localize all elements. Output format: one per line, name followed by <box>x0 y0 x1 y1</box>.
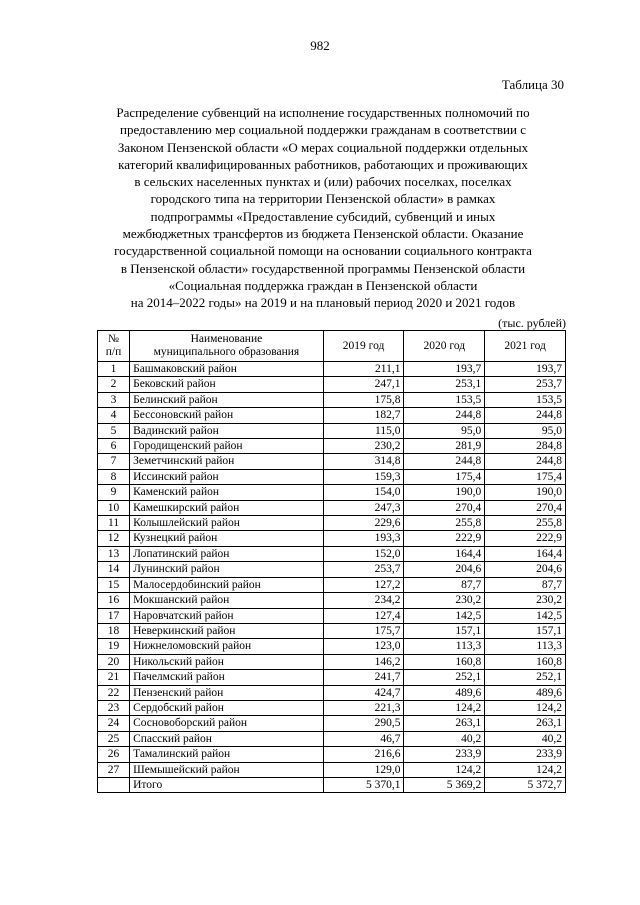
value-2019: 152,0 <box>323 546 404 561</box>
value-2021: 160,8 <box>485 654 566 669</box>
table-row <box>98 577 566 592</box>
subventions-table <box>97 330 566 793</box>
value-2020: 95,0 <box>404 423 485 438</box>
row-number: 18 <box>98 623 130 638</box>
table-header-row <box>98 331 566 362</box>
value-2019: 247,1 <box>323 377 404 392</box>
row-number: 4 <box>98 408 130 423</box>
value-2020: 233,9 <box>404 747 485 762</box>
value-2020: 175,4 <box>404 469 485 484</box>
title-line: «Социальная поддержка граждан в Пензенской области <box>168 277 478 293</box>
table-row <box>98 546 566 561</box>
table-row <box>98 392 566 407</box>
row-number: 21 <box>98 670 130 685</box>
row-number: 8 <box>98 469 130 484</box>
value-2020: 244,8 <box>404 454 485 469</box>
municipality-name: Малосердобинский район <box>130 577 324 592</box>
value-2020: 124,2 <box>404 762 485 777</box>
total-row <box>98 777 566 792</box>
municipality-name: Бековский район <box>130 377 324 392</box>
value-2020: 190,0 <box>404 485 485 500</box>
value-2020: 142,5 <box>404 608 485 623</box>
title-line: предоставлению мер социальной поддержки гражданам в соответствии с <box>120 122 526 138</box>
table-row <box>98 485 566 500</box>
value-2019: 211,1 <box>323 362 404 377</box>
value-2020: 5 369,2 <box>404 777 485 792</box>
value-2019: 241,7 <box>323 670 404 685</box>
table-row <box>98 747 566 762</box>
row-number: 17 <box>98 608 130 623</box>
header-2020: 2020 год <box>404 331 485 362</box>
title-line: в Пензенской области» государственной программы Пензенской области <box>120 260 526 276</box>
value-2019: 221,3 <box>323 700 404 715</box>
value-2021: 244,8 <box>485 454 566 469</box>
value-2019: 193,3 <box>323 531 404 546</box>
table-row <box>98 731 566 746</box>
table-row <box>98 654 566 669</box>
municipality-name: Городищенский район <box>130 439 324 454</box>
row-number: 5 <box>98 423 130 438</box>
value-2021: 270,4 <box>485 500 566 515</box>
page-number: 982 <box>310 38 330 53</box>
municipality-name: Пензенский район <box>130 685 324 700</box>
municipality-name: Бессоновский район <box>130 408 324 423</box>
value-2021: 244,8 <box>485 408 566 423</box>
value-2020: 40,2 <box>404 731 485 746</box>
municipality-name: Белинский район <box>130 392 324 407</box>
value-2019: 175,7 <box>323 623 404 638</box>
municipality-name: Кузнецкий район <box>130 531 324 546</box>
row-number <box>98 777 130 792</box>
table-row <box>98 716 566 731</box>
header-number-line1: № <box>108 333 120 345</box>
row-number: 15 <box>98 577 130 592</box>
municipality-name: Шемышейский район <box>130 762 324 777</box>
value-2020: 230,2 <box>404 593 485 608</box>
value-2019: 129,0 <box>323 762 404 777</box>
table-row <box>98 685 566 700</box>
value-2019: 159,3 <box>323 469 404 484</box>
value-2019: 424,7 <box>323 685 404 700</box>
value-2021: 489,6 <box>485 685 566 700</box>
row-number: 20 <box>98 654 130 669</box>
table-label: Таблица 30 <box>501 77 564 92</box>
table-row <box>98 670 566 685</box>
row-number: 10 <box>98 500 130 515</box>
table-row <box>98 408 566 423</box>
value-2019: 216,6 <box>323 747 404 762</box>
table-row <box>98 377 566 392</box>
value-2019: 115,0 <box>323 423 404 438</box>
municipality-name: Лопатинский район <box>130 546 324 561</box>
value-2021: 253,7 <box>485 377 566 392</box>
table-row <box>98 439 566 454</box>
value-2020: 160,8 <box>404 654 485 669</box>
row-number: 2 <box>98 377 130 392</box>
value-2020: 113,3 <box>404 639 485 654</box>
row-number: 16 <box>98 593 130 608</box>
value-2021: 193,7 <box>485 362 566 377</box>
title-line: в сельских населенных пунктах и (или) рабочих поселках, поселках <box>134 174 512 190</box>
row-number: 11 <box>98 516 130 531</box>
title-line: городского типа на территории Пензенской области» в рамках <box>150 191 496 207</box>
table-row <box>98 516 566 531</box>
row-number: 22 <box>98 685 130 700</box>
row-number: 25 <box>98 731 130 746</box>
row-number: 27 <box>98 762 130 777</box>
value-2019: 234,2 <box>323 593 404 608</box>
value-2021: 95,0 <box>485 423 566 438</box>
header-name-line1: Наименование <box>190 333 263 345</box>
municipality-name: Сердобский район <box>130 700 324 715</box>
table-row <box>98 362 566 377</box>
municipality-name: Пачелмский район <box>130 670 324 685</box>
value-2019: 5 370,1 <box>323 777 404 792</box>
municipality-name: Итого <box>130 777 324 792</box>
value-2021: 252,1 <box>485 670 566 685</box>
value-2021: 175,4 <box>485 469 566 484</box>
table-row <box>98 500 566 515</box>
value-2019: 290,5 <box>323 716 404 731</box>
value-2019: 253,7 <box>323 562 404 577</box>
municipality-name: Тамалинский район <box>130 747 324 762</box>
title-line: Распределение субвенций на исполнение государственных полномочий по <box>116 105 530 120</box>
title-line: на 2014–2022 годы» на 2019 и на плановый период 2020 и 2021 годов <box>130 295 516 311</box>
value-2020: 253,1 <box>404 377 485 392</box>
municipality-name: Сосновоборский район <box>130 716 324 731</box>
value-2020: 489,6 <box>404 685 485 700</box>
value-2020: 263,1 <box>404 716 485 731</box>
municipality-name: Лунинский район <box>130 562 324 577</box>
value-2020: 164,4 <box>404 546 485 561</box>
units-label: (тыс. рублей) <box>498 316 566 330</box>
value-2021: 190,0 <box>485 485 566 500</box>
value-2021: 153,5 <box>485 392 566 407</box>
value-2021: 124,2 <box>485 700 566 715</box>
table-row <box>98 454 566 469</box>
value-2020: 204,6 <box>404 562 485 577</box>
value-2019: 146,2 <box>323 654 404 669</box>
value-2019: 230,2 <box>323 439 404 454</box>
value-2020: 153,5 <box>404 392 485 407</box>
table-row <box>98 623 566 638</box>
municipality-name: Вадинский район <box>130 423 324 438</box>
header-2021: 2021 год <box>485 331 566 362</box>
value-2019: 229,6 <box>323 516 404 531</box>
municipality-name: Башмаковский район <box>130 362 324 377</box>
value-2021: 142,5 <box>485 608 566 623</box>
title-line: подпрограммы «Предоставление субсидий, субвенций и иных <box>150 208 496 224</box>
value-2019: 154,0 <box>323 485 404 500</box>
value-2020: 270,4 <box>404 500 485 515</box>
value-2021: 5 372,7 <box>485 777 566 792</box>
title-line: Законом Пензенской области «О мерах социальной поддержки отдельных <box>117 139 529 155</box>
row-number: 1 <box>98 362 130 377</box>
row-number: 6 <box>98 439 130 454</box>
row-number: 9 <box>98 485 130 500</box>
value-2020: 252,1 <box>404 670 485 685</box>
row-number: 19 <box>98 639 130 654</box>
table-row <box>98 469 566 484</box>
value-2019: 46,7 <box>323 731 404 746</box>
table-row <box>98 700 566 715</box>
municipality-name: Нижнеломовский район <box>130 639 324 654</box>
value-2019: 247,3 <box>323 500 404 515</box>
municipality-name: Неверкинский район <box>130 623 324 638</box>
municipality-name: Камешкирский район <box>130 500 324 515</box>
table-row <box>98 593 566 608</box>
header-2019: 2019 год <box>323 331 404 362</box>
municipality-name: Земетчинский район <box>130 454 324 469</box>
value-2019: 182,7 <box>323 408 404 423</box>
row-number: 14 <box>98 562 130 577</box>
value-2021: 233,9 <box>485 747 566 762</box>
table-row <box>98 423 566 438</box>
value-2021: 113,3 <box>485 639 566 654</box>
value-2020: 281,9 <box>404 439 485 454</box>
value-2020: 255,8 <box>404 516 485 531</box>
value-2021: 124,2 <box>485 762 566 777</box>
value-2020: 193,7 <box>404 362 485 377</box>
value-2021: 284,8 <box>485 439 566 454</box>
row-number: 13 <box>98 546 130 561</box>
title-line: категорий квалифицированных работников, работающих и проживающих <box>118 156 528 172</box>
municipality-name: Никольский район <box>130 654 324 669</box>
row-number: 12 <box>98 531 130 546</box>
municipality-name: Мокшанский район <box>130 593 324 608</box>
title-line: межбюджетных трансфертов из бюджета Пензенской области. Оказание <box>122 226 524 242</box>
municipality-name: Спасский район <box>130 731 324 746</box>
value-2021: 157,1 <box>485 623 566 638</box>
value-2021: 164,4 <box>485 546 566 561</box>
value-2020: 222,9 <box>404 531 485 546</box>
value-2021: 87,7 <box>485 577 566 592</box>
value-2019: 127,4 <box>323 608 404 623</box>
row-number: 24 <box>98 716 130 731</box>
municipality-name: Иссинский район <box>130 469 324 484</box>
municipality-name: Наровчатский район <box>130 608 324 623</box>
municipality-name: Каменский район <box>130 485 324 500</box>
value-2019: 314,8 <box>323 454 404 469</box>
header-name-line2: муниципального образования <box>153 346 300 358</box>
value-2021: 222,9 <box>485 531 566 546</box>
value-2020: 87,7 <box>404 577 485 592</box>
value-2021: 204,6 <box>485 562 566 577</box>
municipality-name: Колышлейский район <box>130 516 324 531</box>
value-2019: 123,0 <box>323 639 404 654</box>
header-number-line2: п/п <box>105 346 122 358</box>
table-row <box>98 608 566 623</box>
document-title <box>78 104 568 312</box>
value-2020: 244,8 <box>404 408 485 423</box>
title-line: государственной социальной помощи на основании социального контракта <box>114 243 532 259</box>
header-name <box>130 331 324 362</box>
value-2020: 157,1 <box>404 623 485 638</box>
value-2021: 263,1 <box>485 716 566 731</box>
table-row <box>98 639 566 654</box>
row-number: 7 <box>98 454 130 469</box>
row-number: 3 <box>98 392 130 407</box>
row-number: 23 <box>98 700 130 715</box>
table-row <box>98 762 566 777</box>
value-2021: 40,2 <box>485 731 566 746</box>
value-2021: 230,2 <box>485 593 566 608</box>
value-2020: 124,2 <box>404 700 485 715</box>
value-2019: 175,8 <box>323 392 404 407</box>
header-number <box>98 331 130 362</box>
row-number: 26 <box>98 747 130 762</box>
table-row <box>98 562 566 577</box>
value-2021: 255,8 <box>485 516 566 531</box>
table-row <box>98 531 566 546</box>
value-2019: 127,2 <box>323 577 404 592</box>
